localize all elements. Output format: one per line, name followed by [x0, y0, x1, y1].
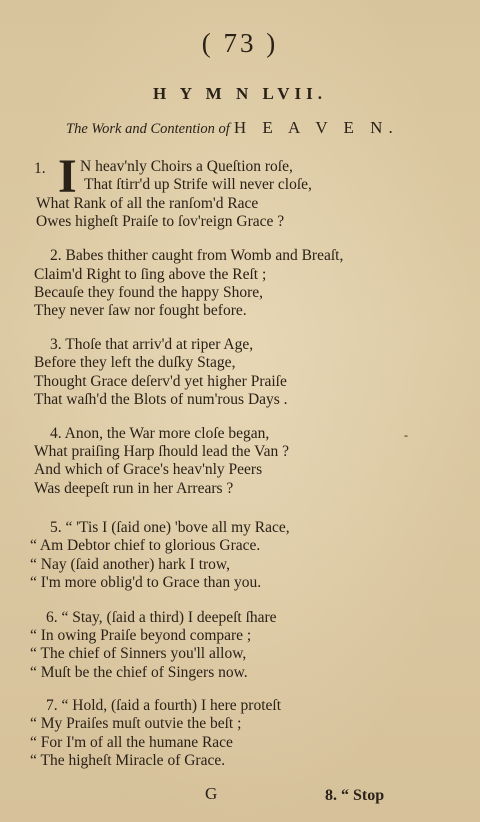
- verse-line: Thought Grace deſerv'd yet higher Praiſe: [34, 373, 287, 390]
- verse-line: N heav'nly Choirs a Queſtion roſe,: [80, 158, 293, 175]
- verse-line: That waſh'd the Blots of num'rous Days .: [34, 391, 288, 408]
- verse-line: Before they left the duſky Stage,: [34, 354, 236, 371]
- verse-line: And which of Grace's heav'nly Peers: [34, 461, 263, 478]
- verse-line: 5. “ 'Tis I (ſaid one) 'bove all my Race,: [50, 519, 290, 536]
- subtitle-caps: H E A V E N.: [233, 118, 399, 137]
- verse-line: 6. “ Stay, (ſaid a third) I deepeſt ſhare: [46, 609, 277, 626]
- verse-line: Owes higheſt Praiſe to ſov'reign Grace ?: [36, 213, 285, 230]
- verse-line: “ In owing Praiſe beyond compare ;: [30, 627, 252, 644]
- stanza-number: 1.: [34, 160, 46, 177]
- verse-line: “ For I'm of all the humane Race: [30, 734, 233, 751]
- verse-line: “ I'm more oblig'd to Grace than you.: [30, 574, 262, 591]
- verse-line: 4. Anon, the War more cloſe began,: [50, 425, 270, 442]
- signature-mark: G: [205, 784, 218, 803]
- verse-line: What Rank of all the ranſom'd Race: [36, 195, 259, 212]
- subtitle-prefix: The Work and Contention of: [66, 121, 230, 137]
- margin-mark: -: [404, 428, 408, 442]
- verse-line: “ Muſt be the chief of Singers now.: [30, 664, 248, 681]
- verse-line: They never ſaw nor fought before.: [34, 302, 247, 319]
- verse-line: 7. “ Hold, (ſaid a fourth) I here proteſt: [46, 697, 281, 714]
- hymn-title: H Y M N LVII.: [152, 84, 328, 103]
- verse-line: “ Am Debtor chief to glorious Grace.: [30, 537, 261, 554]
- verse-line: What praiſing Harp ſhould lead the Van ?: [34, 443, 289, 460]
- verse-line: “ My Praiſes muſt outvie the beſt ;: [30, 715, 242, 732]
- verse-line: “ Nay (ſaid another) hark I trow,: [30, 556, 230, 573]
- verse-line: Claim'd Right to ſing above the Reſt ;: [34, 266, 267, 283]
- verse-line: That ſtirr'd up Strife will never cloſe,: [84, 176, 312, 193]
- drop-cap: I: [58, 150, 77, 203]
- verse-line: Becauſe they found the happy Shore,: [34, 284, 263, 301]
- verse-line: Was deepeſt run in her Arrears ?: [34, 480, 234, 497]
- verse-line: 2. Babes thither caught from Womb and Breaſt,: [50, 247, 344, 264]
- page-number: ( 73 ): [201, 28, 279, 58]
- verse-line: “ The chief of Sinners you'll allow,: [30, 645, 247, 662]
- verse-line: 3. Thoſe that arriv'd at riper Age,: [50, 336, 254, 353]
- verse-line: “ The higheſt Miracle of Grace.: [30, 752, 226, 769]
- catchword: 8. “ Stop: [325, 787, 385, 804]
- hymn-subtitle: [66, 118, 399, 138]
